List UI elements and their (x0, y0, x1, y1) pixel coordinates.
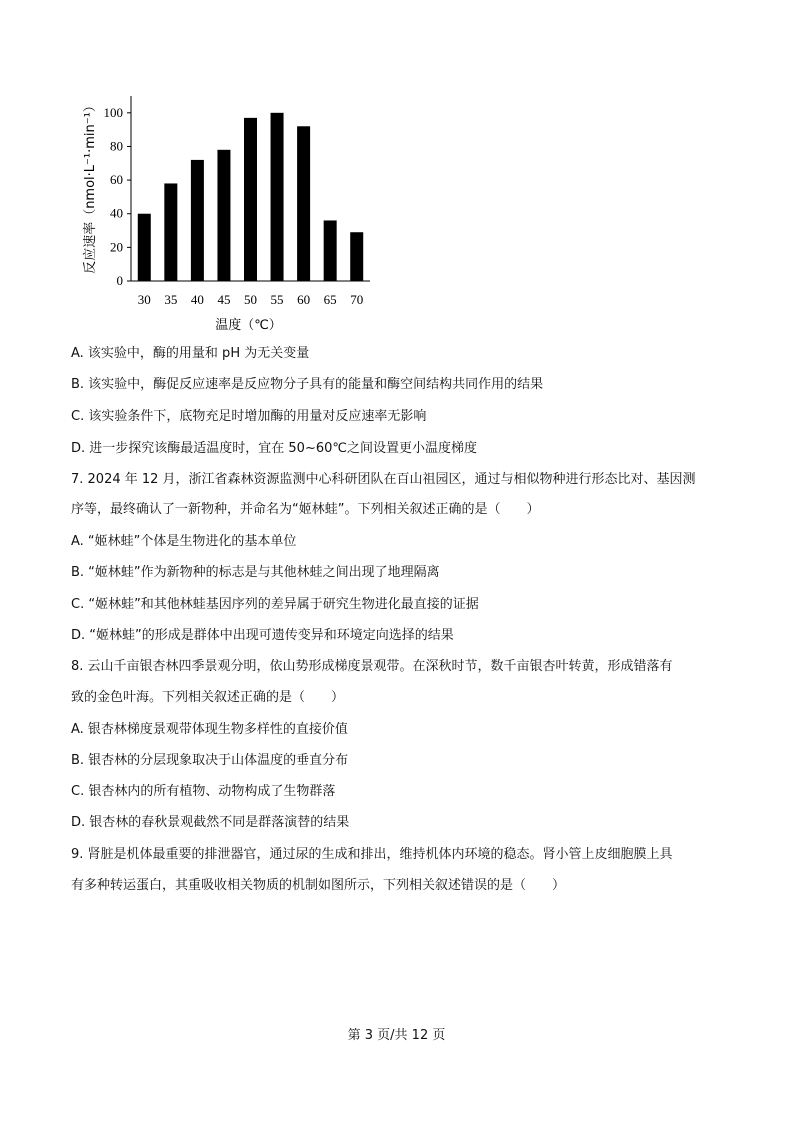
x-tick-label: 30 (137, 292, 151, 307)
x-tick-label: 35 (164, 292, 178, 307)
bar (217, 150, 230, 281)
y-tick-label: 40 (110, 205, 123, 221)
x-axis-label: 温度（℃） (215, 318, 282, 333)
q6-option-b: B. 该实验中，酶促反应速率是反应物分子具有的能量和酶空间结构共同作用的结果 (71, 377, 544, 392)
x-tick-label: 65 (323, 292, 337, 307)
y-tick-label: 60 (110, 172, 123, 188)
page-footer: 第 3 页/共 12 页 (347, 1028, 446, 1043)
q7-stem-line2: 序等，最终确认了一新物种，并命名为“姬林蛙”。下列相关叙述正确的是（ ） (71, 502, 540, 517)
y-tick-label: 100 (103, 104, 123, 120)
y-tick-label: 0 (116, 273, 123, 288)
q8-option-a: A. 银杏林梯度景观带体现生物多样性的直接价值 (71, 722, 348, 737)
q9-stem-line2: 有多种转运蛋白，其重吸收相关物质的机制如图所示，下列相关叙述错误的是（ ） (71, 878, 566, 893)
bar (244, 118, 257, 281)
bar (297, 126, 310, 281)
q8-stem-line1: 8. 云山千亩银杏林四季景观分明，依山势形成梯度景观带。在深秋时节，数千亩银杏叶转黄，形成错落有 (71, 659, 673, 674)
x-tick-label: 60 (297, 292, 311, 307)
x-tick-label: 40 (190, 292, 204, 307)
bar (164, 183, 177, 281)
y-axis-label: 反应速率（nmol·L⁻¹·min⁻¹） (83, 99, 98, 274)
reaction-rate-chart (70, 88, 390, 338)
q6-option-c: C. 该实验条件下，底物充足时增加酶的用量对反应速率无影响 (71, 409, 427, 424)
q7-stem-line1: 7. 2024 年 12 月，浙江省森林资源监测中心科研团队在百山祖园区，通过与相似物种进行形态比对、基因测 (71, 472, 696, 487)
y-tick-label: 80 (110, 138, 123, 154)
y-tick-label: 20 (110, 239, 123, 255)
q7-option-b: B. “姬林蛙”作为新物种的标志是与其他林蛙之间出现了地理隔离 (71, 565, 440, 580)
bar (138, 214, 151, 281)
q7-option-c: C. “姬林蛙”和其他林蛙基因序列的差异属于研究生物进化最直接的证据 (71, 597, 479, 612)
bar-chart-svg (70, 88, 390, 338)
q9-stem-line1: 9. 肾脏是机体最重要的排泄器官，通过尿的生成和排出，维持机体内环境的稳态。肾小管上皮细胞膜上具 (71, 847, 673, 862)
bar (191, 160, 204, 281)
q7-option-d: D. “姬林蛙”的形成是群体中出现可遗传变异和环境定向选择的结果 (71, 628, 454, 643)
q8-option-d: D. 银杏林的春秋景观截然不同是群落演替的结果 (71, 815, 350, 830)
q7-option-a: A. “姬林蛙”个体是生物进化的基本单位 (71, 534, 297, 549)
q6-option-a: A. 该实验中，酶的用量和 pH 为无关变量 (71, 346, 310, 361)
x-tick-label: 45 (217, 292, 231, 307)
q8-stem-line2: 致的金色叶海。下列相关叙述正确的是（ ） (71, 690, 345, 705)
bar (271, 113, 284, 281)
q6-option-d: D. 进一步探究该酶最适温度时，宜在 50~60℃之间设置更小温度梯度 (71, 441, 477, 456)
x-tick-label: 50 (244, 292, 257, 307)
q8-option-b: B. 银杏林的分层现象取决于山体温度的垂直分布 (71, 753, 349, 768)
bar (324, 220, 337, 281)
bar (350, 232, 363, 281)
q8-option-c: C. 银杏林内的所有植物、动物构成了生物群落 (71, 784, 336, 799)
x-tick-label: 70 (350, 292, 364, 307)
x-tick-label: 55 (270, 292, 284, 307)
